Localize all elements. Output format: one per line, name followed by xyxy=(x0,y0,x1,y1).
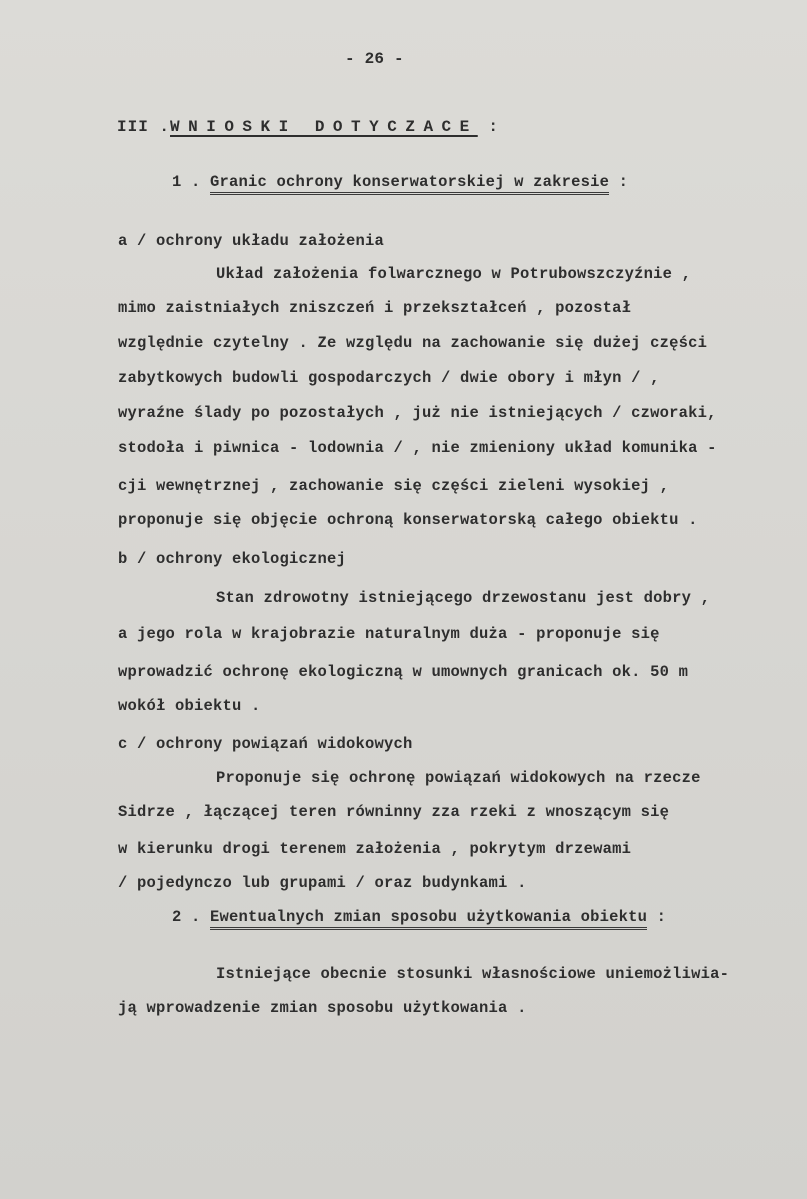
main-heading xyxy=(117,118,499,136)
sub-a-line: względnie czytelny . Ze względu na zachowanie się dużej części xyxy=(118,334,708,352)
heading-roman: III . xyxy=(117,118,171,136)
sub-c-label: c / ochrony powiązań widokowych xyxy=(118,735,413,753)
sub-c-line: Sidrze , łączącej teren równinny zza rzeki z wnoszącym się xyxy=(118,803,670,821)
sub-a-label: a / ochrony układu założenia xyxy=(118,232,385,250)
sub-c-line: Proponuje się ochronę powiązań widokowych na rzecze xyxy=(216,769,701,787)
sub-a-line: mimo zaistniałych zniszczeń i przekształceń , pozostał xyxy=(118,299,632,317)
sub-b-line: Stan zdrowotny istniejącego drzewostanu jest dobry , xyxy=(216,589,711,607)
heading-colon: : xyxy=(477,118,499,136)
sub-a-line: proponuje się objęcie ochroną konserwatorską całego obiektu . xyxy=(118,511,698,529)
page-number: - 26 - xyxy=(345,50,404,68)
section-1-heading xyxy=(172,173,628,191)
section-2-number: 2 . xyxy=(172,908,201,926)
section-1-number: 1 . xyxy=(172,173,201,191)
section-2-heading xyxy=(172,908,666,926)
section-2-title: Ewentualnych zmian sposobu użytkowania obiektu xyxy=(210,908,647,930)
sub-a-line: cji wewnętrznej , zachowanie się części zieleni wysokiej , xyxy=(118,477,670,495)
sub-a-line: zabytkowych budowli gospodarczych / dwie obory i młyn / , xyxy=(118,369,660,387)
section-2-colon: : xyxy=(647,908,667,926)
sub-b-line: wokół obiektu . xyxy=(118,697,261,715)
sub-b-line: a jego rola w krajobrazie naturalnym duża - proponuje się xyxy=(118,625,660,643)
section-1-title: Granic ochrony konserwatorskiej w zakresie xyxy=(210,173,609,195)
heading-title: WNIOSKI DOTYCZACE xyxy=(170,118,478,136)
section-1-colon: : xyxy=(609,173,629,191)
sub-b-label: b / ochrony ekologicznej xyxy=(118,550,347,568)
section-2-line: ją wprowadzenie zmian sposobu użytkowania . xyxy=(118,999,527,1017)
sub-a-line: wyraźne ślady po pozostałych , już nie istniejących / czworaki, xyxy=(118,404,717,422)
sub-c-line: w kierunku drogi terenem założenia , pokrytym drzewami xyxy=(118,840,632,858)
section-2-line: Istniejące obecnie stosunki własnościowe uniemożliwia- xyxy=(216,965,730,983)
sub-a-line: Układ założenia folwarcznego w Potrubowszczyźnie , xyxy=(216,265,692,283)
sub-b-line: wprowadzić ochronę ekologiczną w umownych granicach ok. 50 m xyxy=(118,663,689,681)
sub-c-line: / pojedynczo lub grupami / oraz budynkami . xyxy=(118,874,527,892)
sub-a-line: stodoła i piwnica - lodownia / , nie zmieniony układ komunika - xyxy=(118,439,717,457)
